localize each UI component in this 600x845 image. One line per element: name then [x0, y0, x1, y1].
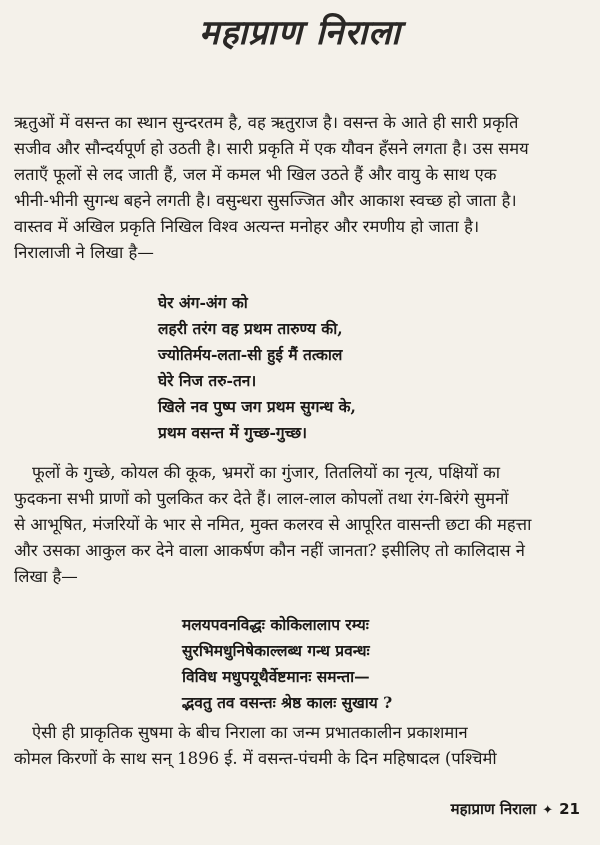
- verse-nirala: [158, 290, 356, 446]
- paragraph-line: ऋतुओं में वसन्त का स्थान सुन्दरतम है, वह ऋतुराज है। वसन्त के आते ही सारी प्रकृति: [14, 113, 519, 132]
- verse-line: विविध मधुपयूथैर्वेष्टमानः समन्ता—: [182, 667, 370, 686]
- verse-line: द्भवतु तव वसन्तः श्रेष्ठ कालः सुखाय ?: [182, 693, 393, 712]
- page-title: महाप्राण निराला: [198, 13, 401, 53]
- paragraph-line: फूलों के गुच्छे, कोयल की कूक, भ्रमरों का गुंजार, तितलियों का नृत्य, पक्षियों का: [32, 463, 501, 482]
- verse-line: खिले नव पुष्प जग प्रथम सुगन्ध के,: [158, 397, 356, 416]
- paragraph-1: [14, 110, 588, 266]
- verse-line: घेरे निज तरु-तन।: [158, 371, 257, 390]
- paragraph-line: लताएँ फूलों से लद जाती हैं, जल में कमल भी खिल उठते हैं और वायु के साथ एक: [14, 165, 497, 184]
- diamond-separator-icon: ✦: [542, 803, 554, 818]
- verse-line: लहरी तरंग वह प्रथम तारुण्य की,: [158, 319, 343, 338]
- running-title: महाप्राण निराला: [450, 800, 537, 818]
- paragraph-line: भीनी-भीनी सुगन्ध बहने लगती है। वसुन्धरा सुसज्जित और आकाश स्वच्छ हो जाता है।: [14, 191, 517, 210]
- paragraph-line: ऐसी ही प्राकृतिक सुषमा के बीच निराला का जन्म प्रभातकालीन प्रकाशमान: [32, 723, 468, 742]
- paragraph-line: फुदकना सभी प्राणों को पुलकित कर देते हैं। लाल-लाल कोपलों तथा रंग-बिरंगे सुमनों: [14, 489, 509, 508]
- paragraph-line: वास्तव में अखिल प्रकृति निखिल विश्व अत्यन्त मनोहर और रमणीय हो जाता है।: [14, 217, 480, 236]
- verse-kalidas: [182, 612, 392, 716]
- verse-line: प्रथम वसन्त में गुच्छ-गुच्छ।: [158, 423, 308, 442]
- paragraph-line: से आभूषित, मंजरियों के भार से नमित, मुक्त कलरव से आपूरित वासन्ती छटा की महत्ता: [14, 515, 532, 534]
- paragraph-line: सजीव और सौन्दर्यपूर्ण हो उठती है। सारी प्रकृति में एक यौवन हँसने लगता है। उस समय: [14, 139, 529, 158]
- verse-line: मलयपवनविद्धः कोकिलालाप रम्यः: [182, 615, 369, 634]
- verse-line: सुरभिमधुनिषेकाल्लब्ध गन्ध प्रवन्धः: [182, 641, 370, 660]
- paragraph-2: [14, 460, 588, 590]
- page-number: 21: [559, 800, 580, 818]
- verse-line: घेर अंग-अंग को: [158, 293, 248, 312]
- paragraph-line: कोमल किरणों के साथ सन् 1896 ई. में वसन्त-पंचमी के दिन महिषादल (पश्चिमी: [14, 749, 497, 768]
- paragraph-line: और उसका आकुल कर देने वाला आकर्षण कौन नहीं जानता? इसीलिए तो कालिदास ने: [14, 541, 525, 560]
- paragraph-line: लिखा है—: [14, 567, 78, 586]
- paragraph-3: [14, 720, 588, 772]
- paragraph-line: निरालाजी ने लिखा है—: [14, 243, 154, 262]
- page-footer: [451, 799, 580, 819]
- verse-line: ज्योतिर्मय-लता-सी हुई मैं तत्काल: [158, 345, 343, 364]
